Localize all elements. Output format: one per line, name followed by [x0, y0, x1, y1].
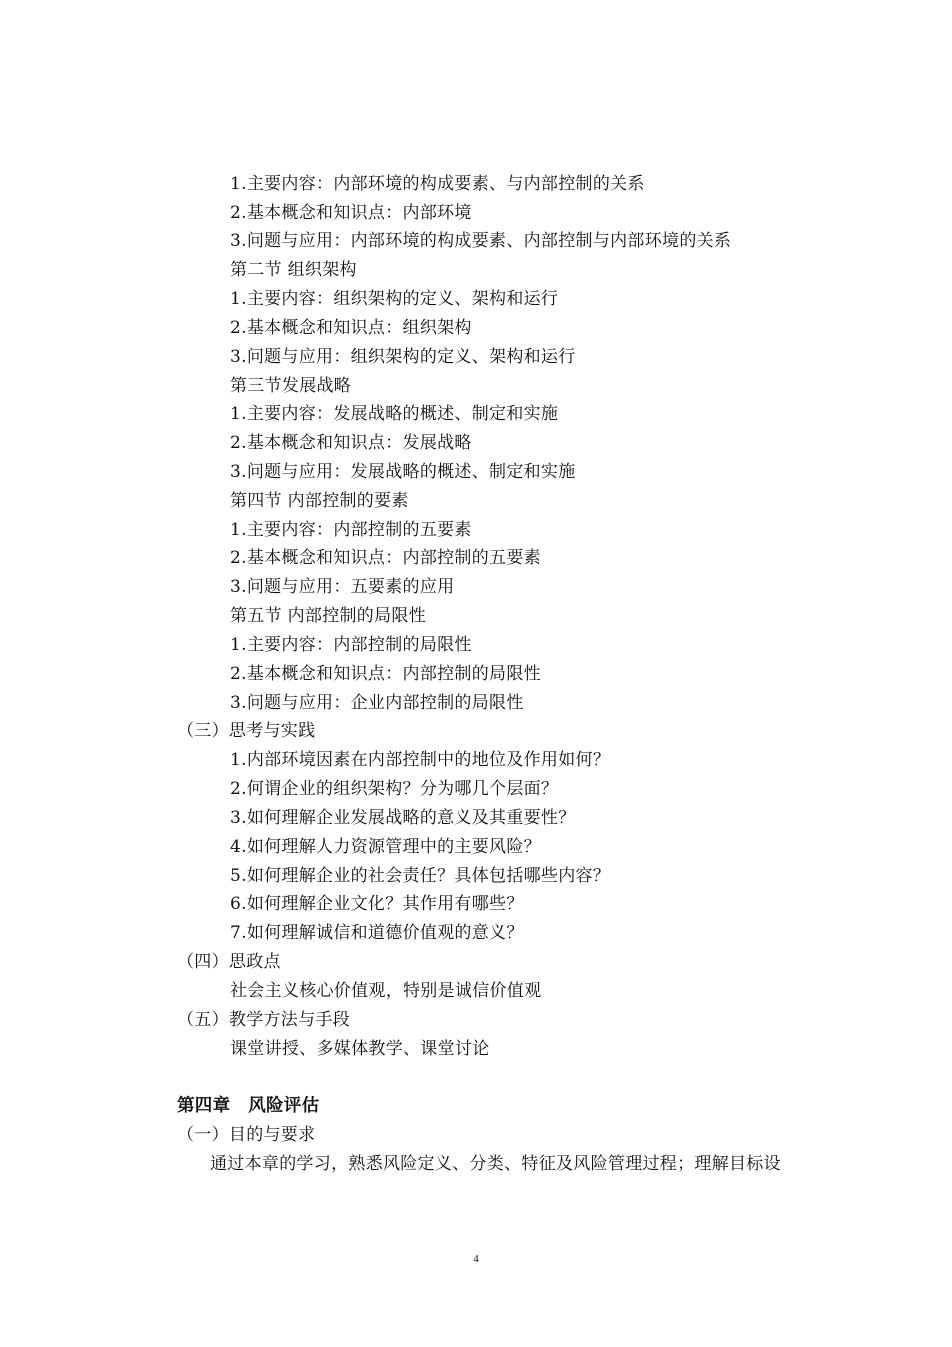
subsection-heading: （一）目的与要求: [177, 1125, 316, 1145]
section-heading: 第四节 内部控制的要素: [230, 491, 409, 511]
subsection-heading: （三）思考与实践: [177, 721, 316, 741]
section-heading: 第五节 内部控制的局限性: [230, 606, 427, 626]
question-item: 5.如何理解企业的社会责任？具体包括哪些内容？: [230, 866, 611, 886]
text-line: 1.主要内容：内部环境的构成要素、与内部控制的关系: [230, 174, 645, 194]
text-line: 3.问题与应用：五要素的应用: [230, 577, 455, 597]
chapter-heading: 第四章 风险评估: [177, 1096, 320, 1116]
question-item: 2.何谓企业的组织架构？分为哪几个层面？: [230, 779, 559, 799]
text-line: 1.主要内容：内部控制的局限性: [230, 635, 472, 655]
question-item: 3.如何理解企业发展战略的意义及其重要性？: [230, 808, 576, 828]
text-line: 1.主要内容：组织架构的定义、架构和运行: [230, 289, 559, 309]
text-line: 社会主义核心价值观，特别是诚信价值观: [230, 981, 542, 1001]
section-heading: 第二节 组织架构: [230, 260, 357, 280]
question-item: 7.如何理解诚信和道德价值观的意义？: [230, 923, 524, 943]
text-line: 2.基本概念和知识点：内部环境: [230, 203, 472, 223]
text-line: 2.基本概念和知识点：组织架构: [230, 318, 472, 338]
section-heading: 第三节发展战略: [230, 376, 352, 396]
text-line: 2.基本概念和知识点：发展战略: [230, 433, 472, 453]
question-item: 1.内部环境因素在内部控制中的地位及作用如何？: [230, 750, 611, 770]
text-line: 课堂讲授、多媒体教学、课堂讨论: [230, 1039, 490, 1059]
text-line: 1.主要内容：发展战略的概述、制定和实施: [230, 404, 559, 424]
subsection-heading: （四）思政点: [177, 952, 281, 972]
text-line: 3.问题与应用：组织架构的定义、架构和运行: [230, 347, 576, 367]
subsection-heading: （五）教学方法与手段: [177, 1010, 350, 1030]
text-line: 2.基本概念和知识点：内部控制的五要素: [230, 548, 541, 568]
text-line: 1.主要内容：内部控制的五要素: [230, 520, 472, 540]
text-line: 3.问题与应用：企业内部控制的局限性: [230, 693, 524, 713]
question-item: 6.如何理解企业文化？其作用有哪些？: [230, 894, 524, 914]
text-line: 3.问题与应用：内部环境的构成要素、内部控制与内部环境的关系: [230, 231, 732, 251]
page-number: 4: [473, 1253, 479, 1265]
paragraph-text: 通过本章的学习，熟悉风险定义、分类、特征及风险管理过程；理解目标设: [210, 1154, 781, 1174]
question-item: 4.如何理解人力资源管理中的主要风险？: [230, 837, 541, 857]
text-line: 3.问题与应用：发展战略的概述、制定和实施: [230, 462, 576, 482]
text-line: 2.基本概念和知识点：内部控制的局限性: [230, 664, 541, 684]
